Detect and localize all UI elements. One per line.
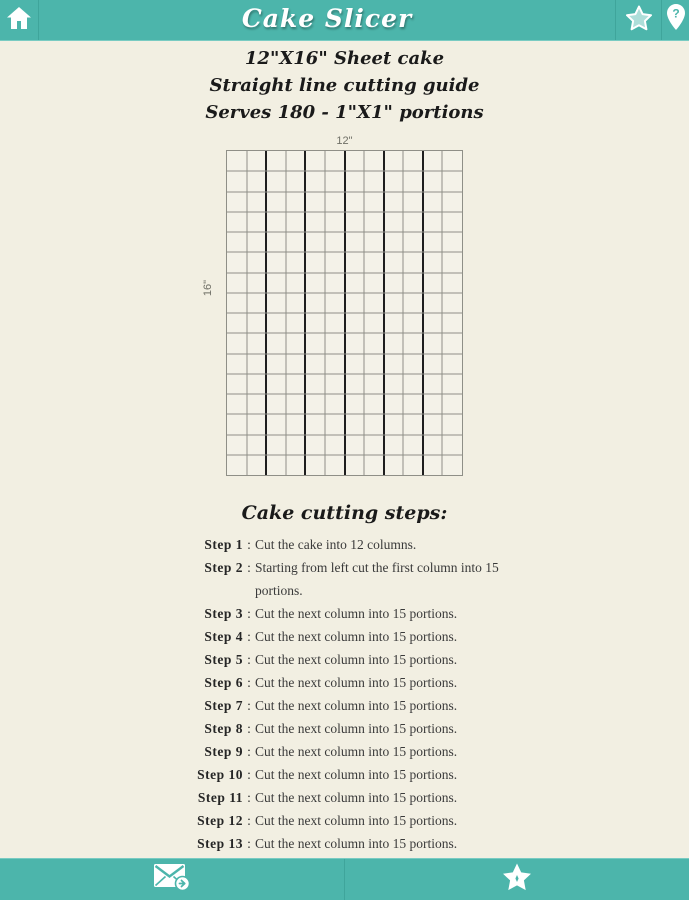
page-title: Cake Slicer bbox=[241, 4, 413, 33]
step-label: Step 7 bbox=[204, 698, 243, 713]
step-label: Step 13 bbox=[197, 836, 243, 851]
cake-grid bbox=[226, 150, 463, 476]
step-row bbox=[0, 625, 689, 648]
grid-cut-line-horizontal bbox=[227, 191, 462, 192]
step-text: Cut the next column into 15 portions. bbox=[255, 744, 458, 759]
step-colon: : bbox=[247, 721, 251, 736]
step-row bbox=[0, 786, 689, 809]
step-row bbox=[0, 832, 689, 855]
step-text: Cut the next column into 15 portions. bbox=[255, 767, 458, 782]
grid-cut-line-horizontal bbox=[227, 434, 462, 435]
grid-width-label: 12" bbox=[336, 135, 353, 147]
app-header bbox=[0, 0, 689, 41]
step-colon: : bbox=[247, 836, 251, 851]
grid-cut-line-horizontal bbox=[227, 373, 462, 374]
step-colon: : bbox=[247, 698, 251, 713]
step-row bbox=[0, 602, 689, 625]
step-colon: : bbox=[247, 767, 251, 782]
grid-cut-line-horizontal bbox=[227, 292, 462, 293]
grid-cut-line-horizontal bbox=[227, 232, 462, 233]
step-colon: : bbox=[247, 537, 251, 552]
step-text: Cut the cake into 12 columns. bbox=[255, 537, 417, 552]
grid-cut-line-horizontal bbox=[227, 252, 462, 253]
svg-text:?: ? bbox=[671, 6, 680, 21]
intro-block bbox=[0, 41, 689, 126]
step-row bbox=[0, 717, 689, 740]
step-row bbox=[0, 533, 689, 556]
grid-cut-line-horizontal bbox=[227, 353, 462, 354]
step-colon: : bbox=[247, 813, 251, 828]
step-text: Cut the next column into 15 portions. bbox=[255, 629, 458, 644]
favorite-button[interactable] bbox=[615, 0, 661, 40]
intro-line-size: 12"X16" Sheet cake bbox=[244, 48, 445, 69]
step-text: Cut the next column into 15 portions. bbox=[255, 698, 458, 713]
cake-grid-wrapper bbox=[202, 135, 463, 476]
step-colon: : bbox=[247, 652, 251, 667]
step-label: Step 11 bbox=[197, 790, 243, 805]
step-colon: : bbox=[247, 606, 251, 621]
question-pin-icon bbox=[667, 4, 685, 36]
intro-line-guide: Straight line cutting guide bbox=[209, 75, 480, 96]
steps-title: Cake cutting steps: bbox=[241, 502, 448, 524]
grid-cut-line-horizontal bbox=[227, 414, 462, 415]
favorite-bottom-button[interactable] bbox=[345, 859, 689, 900]
step-colon: : bbox=[247, 744, 251, 759]
grid-cut-line-horizontal bbox=[227, 394, 462, 395]
step-text: Cut the next column into 15 portions. bbox=[255, 675, 458, 690]
share-email-button[interactable] bbox=[0, 859, 344, 900]
step-colon: : bbox=[247, 790, 251, 805]
step-text: Cut the next column into 15 portions. bbox=[255, 652, 458, 667]
step-label: Step 2 bbox=[204, 560, 243, 575]
step-row bbox=[0, 763, 689, 786]
step-label: Step 6 bbox=[204, 675, 243, 690]
step-text: Cut the next column into 15 portions. bbox=[255, 813, 458, 828]
step-colon: : bbox=[247, 560, 251, 575]
step-label: Step 3 bbox=[204, 606, 243, 621]
star-icon bbox=[502, 862, 532, 897]
intro-line-serves: Serves 180 - 1"X1" portions bbox=[205, 102, 484, 123]
step-label: Step 12 bbox=[197, 813, 243, 828]
step-colon: : bbox=[247, 675, 251, 690]
step-text: Cut the next column into 15 portions. bbox=[255, 790, 458, 805]
step-text: Cut the next column into 15 portions. bbox=[255, 721, 458, 736]
step-label: Step 8 bbox=[204, 721, 243, 736]
step-text: Cut the next column into 15 portions. bbox=[255, 606, 458, 621]
step-label: Step 5 bbox=[204, 652, 243, 667]
star-icon bbox=[626, 5, 652, 36]
step-row bbox=[0, 694, 689, 717]
step-row bbox=[0, 556, 689, 602]
step-label: Step 1 bbox=[204, 537, 243, 552]
help-button[interactable] bbox=[661, 0, 689, 40]
grid-height-label: 16" bbox=[202, 279, 215, 296]
step-text: Starting from left cut the first column into 15 portions. bbox=[255, 560, 499, 598]
step-row bbox=[0, 809, 689, 832]
step-label: Step 9 bbox=[204, 744, 243, 759]
step-text: Cut the next column into 15 portions. bbox=[255, 836, 458, 851]
step-label: Step 10 bbox=[197, 767, 243, 782]
step-row bbox=[0, 671, 689, 694]
grid-cut-line-horizontal bbox=[227, 211, 462, 212]
steps-list bbox=[0, 533, 689, 855]
grid-cut-line-horizontal bbox=[227, 272, 462, 273]
step-label: Step 4 bbox=[204, 629, 243, 644]
bottom-toolbar bbox=[0, 858, 689, 900]
grid-cut-line-horizontal bbox=[227, 454, 462, 455]
home-icon bbox=[7, 7, 31, 34]
email-share-icon bbox=[154, 863, 191, 896]
grid-cut-line-horizontal bbox=[227, 171, 462, 172]
step-row bbox=[0, 740, 689, 763]
home-button[interactable] bbox=[0, 0, 39, 40]
grid-cut-line-horizontal bbox=[227, 313, 462, 314]
grid-cut-line-horizontal bbox=[227, 333, 462, 334]
step-row bbox=[0, 648, 689, 671]
step-colon: : bbox=[247, 629, 251, 644]
